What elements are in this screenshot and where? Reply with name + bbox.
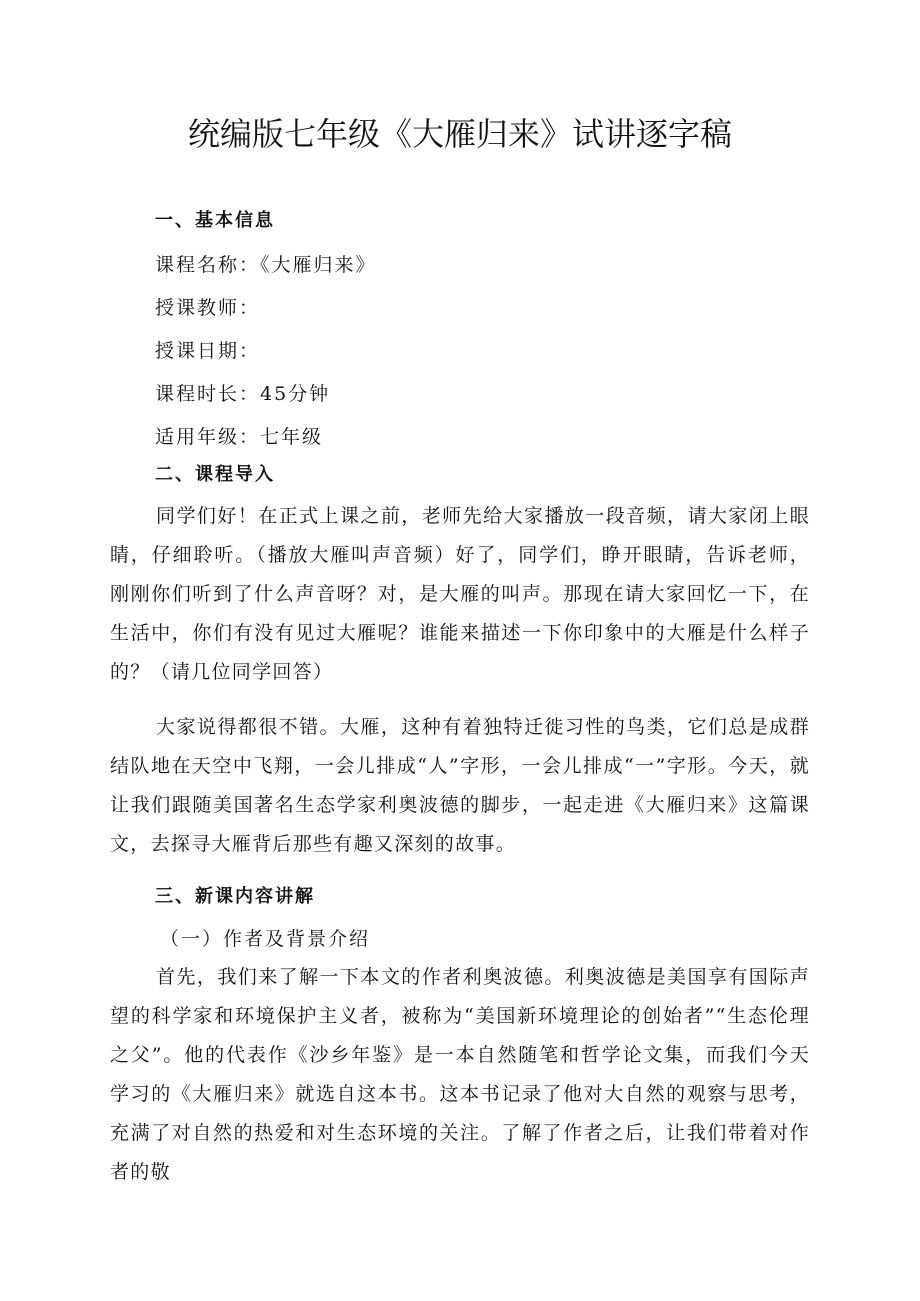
intro-paragraph-2: 大家说得都很不错。大雁，这种有着独特迁徙习性的鸟类，它们总是成群结队地在天空中飞翔，一会儿排成“人”字形，一会儿排成“一”字形。今天，就让我们跟随美国著名生态学家利奥波德的脚步，一起走进《大雁归来》这篇课文，去探寻大雁背后那些有趣又深刻的故事。 bbox=[110, 716, 810, 855]
document-title: 统编版七年级《大雁归来》试讲逐字稿 bbox=[187, 115, 732, 153]
subsection-author-background: （一）作者及背景介绍 bbox=[160, 928, 371, 950]
section-heading-basic-info: 一、基本信息 bbox=[155, 210, 275, 231]
grade-line: 适用年级：七年级 bbox=[155, 426, 324, 448]
duration-line: 课程时长：45分钟 bbox=[155, 383, 331, 405]
teacher-line: 授课教师： bbox=[155, 297, 261, 319]
course-name-line: 课程名称：《大雁归来》 bbox=[155, 254, 377, 276]
date-line: 授课日期： bbox=[155, 340, 261, 362]
intro-paragraph-1: 同学们好！在正式上课之前，老师先给大家播放一段音频，请大家闭上眼睛，仔细聆听。（播放大雁叫声音频）好了，同学们，睁开眼睛，告诉老师，刚刚你们听到了什么声音呀？对，是大雁的叫声。那现在请大家回忆一下，在生活中，你们有没有见过大雁呢？谁能来描述一下你印象中的大雁是什么样子的？（请几位同学回答） bbox=[110, 505, 810, 683]
section-heading-new-lesson: 三、新课内容讲解 bbox=[155, 886, 315, 907]
section-heading-intro: 二、课程导入 bbox=[155, 464, 275, 485]
author-paragraph: 首先，我们来了解一下本文的作者利奥波德。利奥波德是美国享有国际声望的科学家和环境保护主义者，被称为“美国新环境理论的创始者”“生态伦理之父”。他的代表作《沙乡年鉴》是一本自然随笔和哲学论文集，而我们今天学习的《大雁归来》就选自这本书。这本书记录了他对大自然的观察与思考，充满了对自然的热爱和对生态环境的关注。了解了作者之后，让我们带着对作者的敬 bbox=[110, 966, 810, 1183]
